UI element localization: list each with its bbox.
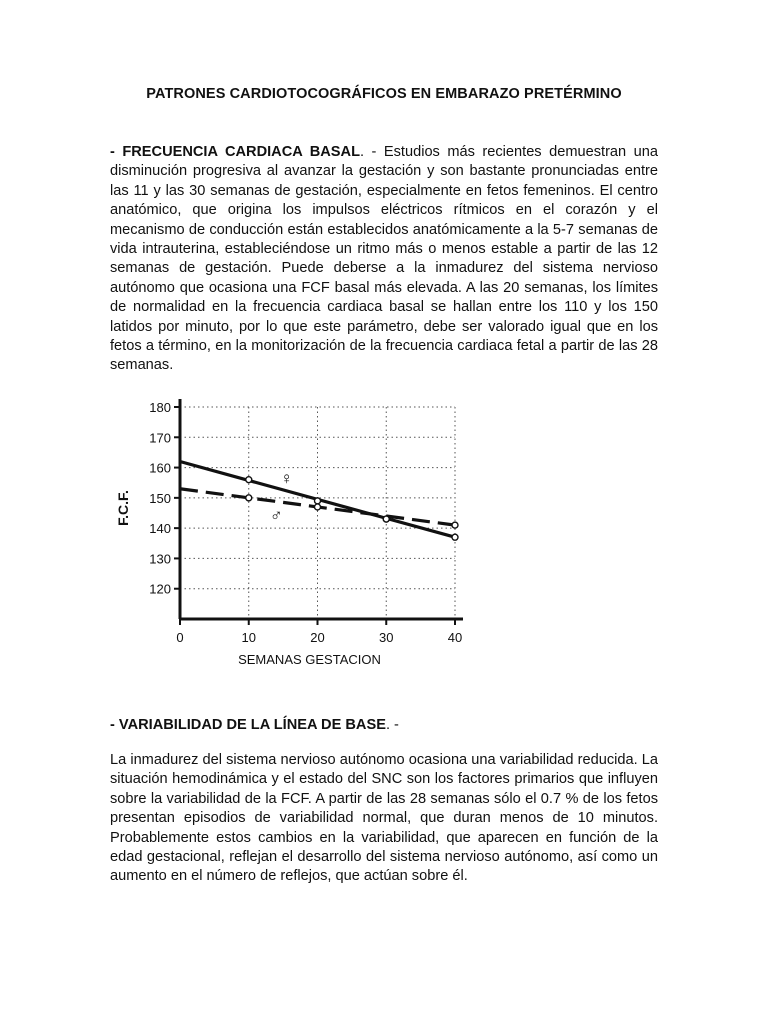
chart-ticks: [149, 400, 462, 645]
section-variabilidad-body: La inmadurez del sistema nervioso autónomo ocasiona una variabilidad reducida. La situación hemodinámica y el estado del SNC son los factores primarios que influyen sobre la variabilidad de la FCF. A partir de las 28 semanas sólo el 0.7 % de los fetos presentan episodios de variabilidad normal, que duran menos de 10 minutos. Probablemente estos cambios en la variabilidad, que aparecen en función de la edad gestacional, reflejan el desarrollo del sistema nervioso autónomo, así como un aumento en el número de reflejos, que actúan sobre él.: [110, 752, 658, 885]
y-tick-label: 120: [149, 581, 171, 597]
x-tick-label: 20: [310, 630, 325, 645]
section-frecuencia-body: . - Estudios más recientes demuestran una disminución progresiva al avanzar la gestación y son bastante pronunciadas entre las 11 y las 30 semanas de gestación, especialmente en fetos femeninos. El centro anatómico, que origina los impulsos eléctricos rítmicos en el corazón y el mecanismo de conducción están establecidos anatómicamente a la 5-7 semanas de vida intrauterina, estableciéndose un ritmo más o menos estable a partir de las 12 semanas de gestación. Puede deberse a la inmadurez del sistema nervioso autónomo que ocasiona una FCF basal más elevada. A las 20 semanas, los límites de normalidad en la frecuencia cardiaca basal se hallan entre los 110 y los 150 latidos por minuto, por lo que este parámetro, debe ser valorado igual que en los fetos a término, en la monitorización de la frecuencia cardiaca fetal a partir de las 28 semanas.: [110, 144, 658, 374]
series-male-point: [246, 495, 252, 501]
x-tick-label: 10: [241, 630, 256, 645]
y-axis-label: F.C.F.: [115, 490, 131, 526]
chart-grid: [180, 407, 455, 619]
y-tick-label: 160: [149, 460, 171, 476]
section-frecuencia-heading: - FRECUENCIA CARDIACA BASAL: [110, 144, 360, 160]
y-tick-label: 170: [149, 430, 171, 446]
series-male-point: [315, 504, 321, 510]
series-female-point: [452, 534, 458, 540]
x-tick-label: 40: [447, 630, 463, 645]
x-axis-label: SEMANAS GESTACION: [238, 652, 381, 667]
x-tick-label: 0: [176, 630, 184, 645]
x-tick-label: 30: [379, 630, 394, 645]
y-tick-label: 130: [149, 551, 171, 567]
fcf-chart: [112, 386, 484, 682]
section-variabilidad-heading-suffix: . -: [385, 717, 399, 733]
y-tick-label: 140: [149, 521, 171, 537]
document-title: PATRONES CARDIOTOCOGRÁFICOS EN EMBARAZO PRETÉRMINO: [146, 86, 622, 102]
series-male-point: [383, 516, 389, 522]
series-male-point: [452, 522, 458, 528]
section-frecuencia-paragraph: [110, 143, 658, 376]
section-variabilidad-heading-line: [110, 716, 658, 735]
section-variabilidad-heading: - VARIABILIDAD DE LA LÍNEA DE BASE: [110, 717, 386, 733]
series-female-point: [246, 477, 252, 483]
y-tick-label: 150: [149, 490, 171, 506]
series-female-point: [315, 498, 321, 504]
y-tick-label: 180: [149, 400, 171, 415]
series-male-label: ♂: [269, 505, 283, 525]
series-female-label: ♀: [280, 469, 293, 489]
